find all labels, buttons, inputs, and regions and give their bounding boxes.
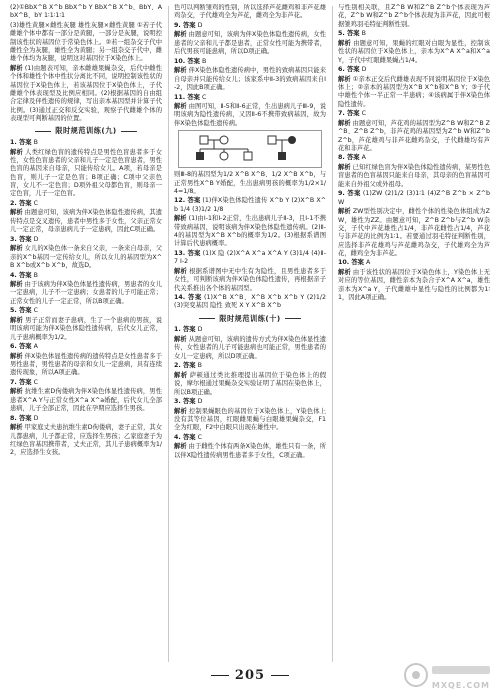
item-label: 解析	[174, 407, 187, 415]
item-label: 解析	[338, 269, 351, 277]
item-label: 7. 答案	[338, 110, 360, 118]
item-text: (2)①BbX^B X^b BbX^b Y BbX^B X^b、BbY、AbX^B、bY 1∶1∶1∶1	[10, 4, 162, 20]
item-text: C	[201, 93, 207, 101]
item-label: 解析	[10, 352, 23, 360]
text-item	[174, 4, 326, 21]
item-text: (1)伴X染色体隐性遗传 X^b Y (2)X^B X^b 1/4 (3)1/2 1/8	[174, 197, 326, 213]
item-text: (1)由题表可知，亲本雌雄果蝇杂交，后代中雌性个体和雄性个体中性状分离比不同，说明控制该性状的基因位于X染色体上，若该基因位于X染色体上，子代雌雄个体表现型及比例应相同。(2)根据基因的自由组合定律及伴性遗传的规律，写出亲本基因型并计算子代比例。(3)通过正交和反交实验，观察子代雌雄个体的表现型可判断基因的位置。	[10, 64, 162, 123]
answer-item	[174, 398, 326, 406]
answer-item	[10, 236, 162, 244]
item-label: 2. 答案	[174, 362, 196, 370]
answer-item	[174, 250, 326, 267]
explanation-item	[338, 269, 490, 302]
item-text: 控制果蝇眼色的基因位于X染色体上，Y染色体上没有其等位基因，红眼雌果蝇与白眼雄果蝇杂交，F1全为红眼，F2中白眼只出现在雄性中。	[174, 407, 326, 432]
item-label: 8. 答案	[338, 154, 360, 162]
item-text: 根据系谱图中无中生有为隐性，且男性患者多于女性，可判断该病为伴X染色体隐性遗传，再根据亲子代关系推出各个体的基因型。	[174, 267, 326, 292]
item-text: 从题意可知，该病的遗传方式为伴X染色体显性遗传，女性患者的儿子可能患病也可能正常，男性患者的女儿一定患病，所以D项正确。	[174, 335, 326, 360]
item-text: (1)ZW (2)1/2 (3)1∶1 (4)Z^B Z^b × Z^b W	[338, 190, 490, 206]
answer-item	[174, 58, 326, 66]
item-text: A	[33, 343, 38, 351]
item-text: (3)雄性黄腿×雌性灰腿 雄性灰腿×雌性黄腿 ①若子代雌雄个体中都有一部分是黄腿，一部分是灰腿，说明控制该性状的基因位于常染色体上。②若一组杂交子代中雌性全为灰腿，雄性全为黄腿；另一组杂交子代中，雌雄个体均为灰腿，说明这对基因位于X染色体上。	[10, 21, 162, 63]
item-text: 由题意可知，芦花鸡的基因型为Z^B W和Z^B Z^B、Z^B Z^b，非芦花鸡的基因型为Z^b W和Z^b Z^b，芦花雄鸡与非芦花雌鸡杂交，子代雌雄均有芦花和非芦花。	[338, 119, 490, 152]
item-text: 色可以判断雏鸡的性别，所以选择芦花雌鸡和非芦花雄鸡杂交，子代雄鸡全为芦花，雌鸡全为非芦花。	[174, 4, 326, 20]
explanation-item	[174, 215, 326, 248]
item-text: 由题意可知，该病为伴X染色体隐性遗传病，其遗传特点是交叉遗传，患者中男性多于女性，父亲正常女儿一定正常，母亲患病儿子一定患病，因此C项正确。	[10, 209, 162, 234]
item-label: 9. 答案	[174, 21, 196, 29]
item-label: 9. 答案	[338, 190, 361, 198]
explanation-item	[174, 336, 326, 361]
item-label: 解析	[174, 31, 187, 39]
answer-item	[174, 294, 326, 311]
answer-item	[338, 190, 490, 207]
item-text: 伴X染色体隐性遗传病中，男性的致病基因只能来自母亲并只能传给女儿；该家系中Ⅱ-3的致病基因来自Ⅰ-2，因此B项正确。	[174, 67, 326, 91]
item-label: 3. 答案	[174, 398, 196, 406]
answer-item	[10, 379, 162, 387]
explanation-item	[10, 353, 162, 378]
explanation-item	[10, 245, 162, 270]
explanation-item	[10, 209, 162, 234]
explanation-item	[338, 164, 490, 189]
answer-item	[174, 326, 326, 334]
explanation-item	[10, 424, 162, 457]
item-text: 与性别相关联，且Z^B W和Z^B Z^b个体表现为芦花，Z^b W和Z^b Z^b个体表现为非芦花，因此可根据雏鸡羽毛特征判断性别。	[338, 4, 490, 28]
answer-item	[10, 200, 162, 208]
item-label: 1. 答案	[174, 326, 196, 334]
explanation-item	[10, 388, 162, 413]
item-text: B	[361, 30, 366, 38]
item-text: 由图可知，Ⅱ-5和Ⅱ-6正常，生出患病儿子Ⅲ-9，说明该病为隐性遗传病，又因Ⅱ-6不携带致病基因，故为伴X染色体隐性遗传病。	[174, 103, 326, 127]
answer-item	[338, 30, 490, 38]
item-label: 4. 答案	[10, 271, 32, 279]
item-text: B	[33, 271, 38, 279]
text-item	[338, 4, 490, 29]
item-label: 6. 答案	[10, 343, 32, 351]
item-label: 解析	[10, 281, 23, 289]
explanation-item	[174, 408, 326, 433]
item-text: 抗维生素D佝偻病为伴X染色体显性遗传病，男性患者X^A Y与正常女性X^a X^a婚配，后代女儿全部患病，儿子全部正常，因此在孕期应选择生男孩。	[10, 388, 162, 413]
item-label: 解析	[338, 119, 351, 127]
item-label: 4. 答案	[174, 433, 196, 441]
item-text: D	[197, 21, 203, 29]
item-label: 2. 答案	[10, 199, 32, 207]
explanation-item	[174, 67, 326, 92]
explanation-item	[10, 149, 162, 199]
item-label: 解析	[10, 424, 23, 432]
item-text: B	[201, 57, 207, 65]
item-label: 解析	[338, 163, 351, 171]
item-label: 5. 答案	[10, 307, 32, 315]
explanation-item	[174, 31, 326, 56]
explanation-item	[338, 120, 490, 153]
item-text: D	[33, 414, 39, 422]
section-heading: 限时规范训练(九)	[10, 126, 162, 136]
item-label: 10. 答案	[338, 259, 364, 267]
item-text: 由于该病为伴X染色体显性遗传病，男患者的女儿一定患病，儿子不一定患病；女患者的儿子可能正常；正常女性的儿子一定正常，所以B项正确。	[10, 281, 162, 305]
item-text: 由题意可知，该病为伴X染色体隐性遗传病，女性患者的父亲和儿子都是患者，正常女性可能为携带者，后代男孩可能患病，所以D项正确。	[174, 31, 326, 56]
pedigree-chart-icon	[190, 133, 310, 165]
item-label: 解析	[174, 371, 188, 379]
item-text: 由于该性状的基因位于X染色体上，Y染色体上无对应的等位基因，雌性亲本为杂合子X^A X^a，雄性亲本为X^a Y，子代雌雄中显性与隐性的比例都为1∶1，因此A项正确。	[338, 269, 490, 302]
answer-item	[10, 139, 162, 147]
item-label: 1. 答案	[10, 138, 32, 146]
item-text: (1)X^B X^B、X^B X^b X^b Y (2)1/2 (3)突变基因 隐性 致死 X Y X^B X^b	[174, 294, 326, 310]
item-label: 解析	[10, 148, 24, 156]
item-text: 萨顿通过类比推理提出基因位于染色体上的假说，摩尔根通过果蝇杂交实验证明了基因在染色体上，所以B项正确。	[174, 371, 326, 396]
item-text: C	[197, 433, 202, 441]
item-text: C	[33, 199, 38, 207]
item-text: A	[361, 154, 366, 162]
explanation-item	[338, 76, 490, 109]
item-label: 解析	[174, 443, 187, 451]
item-label: 解析	[10, 209, 23, 217]
item-text: ZW型性别决定中，雌性个体的性染色体组成为ZW，雄性为ZZ。由题意可知，Z^B Z^b与Z^b W杂交，子代中芦花雄性占1/4，非芦花雌性占1/4，芦花与非芦花的比例为1∶1。若要通过羽毛特征判断性别，应选择非芦花雄鸡与芦花雌鸡杂交，子代雄鸡全为芦花，雌鸡全为非芦花。	[338, 208, 490, 257]
item-text: A	[365, 259, 371, 267]
answer-item	[174, 362, 326, 370]
item-label: 12. 答案	[174, 197, 201, 205]
item-label: 解析	[338, 208, 351, 216]
item-text: C	[33, 307, 38, 315]
text-item	[174, 171, 326, 196]
item-text: D	[361, 66, 367, 74]
item-label: 14. 答案	[174, 294, 203, 302]
item-label: 解析	[174, 267, 188, 275]
answer-item	[174, 434, 326, 442]
item-text: D	[197, 326, 203, 334]
item-label: 8. 答案	[10, 414, 32, 422]
column-1	[10, 4, 162, 664]
explanation-item	[174, 443, 326, 460]
item-label: 解析	[174, 335, 187, 343]
item-text: 女儿的X染色体一条来自父亲，一条来自母亲，父亲的X^b基因一定传给女儿，所以女儿的基因型为X^B X^b或X^b X^b，故选D。	[10, 245, 162, 269]
item-label: 解析	[10, 245, 23, 253]
answer-item	[10, 343, 162, 351]
item-label: 解析	[174, 67, 187, 75]
answer-item	[10, 307, 162, 315]
item-text: 人类红绿色盲的遗传特点是男性色盲患者多于女性，女性色盲患者的父亲和儿子一定是色盲患者，男性色盲的基因来自母亲，只能传给女儿。A项，若母亲是色盲，则儿子一定是色盲；B项正确；C项中父亲色盲，女儿不一定色盲；D项外祖父母都色盲，则母亲一定色盲，儿子一定色盲。	[10, 148, 162, 198]
item-label: 解析	[10, 316, 24, 324]
answer-item	[338, 66, 490, 74]
explanation-item	[174, 103, 326, 128]
text-item	[10, 22, 162, 64]
explanation-item	[174, 372, 326, 397]
item-label: 6. 答案	[338, 66, 360, 74]
item-text: 伴X染色体显性遗传病的遗传特点是女性患者多于男性患者，男性患者的母亲和女儿一定患病，具有连续遗传现象，所以A项正确。	[10, 352, 162, 377]
section-heading: 限时规范训练(十)	[174, 314, 326, 324]
item-label: 7. 答案	[10, 378, 32, 386]
page-number: 205	[0, 667, 500, 684]
item-text: 男子正常而妻子患病，生了一个患病的男孩，说明该病可能为伴X染色体隐性遗传病，后代女儿正常，儿子患病概率为1/2。	[10, 316, 162, 341]
item-label: 10. 答案	[174, 57, 200, 65]
item-text: ①亲本正交后代雌雄表现不同说明基因位于X染色体上；②亲本的基因型为X^B X^b和X^B Y；③子代中雄性个体一半正常一半患病；④该病属于伴X染色体隐性遗传。	[338, 75, 490, 108]
item-label: 解析	[174, 103, 187, 111]
explanation-item	[10, 317, 162, 342]
column-divider	[332, 6, 333, 662]
item-label: 3. 答案	[10, 235, 32, 243]
answer-item	[338, 259, 490, 267]
answer-item	[174, 94, 326, 102]
pedigree-diagram	[178, 130, 322, 168]
item-text: B	[33, 138, 38, 146]
explanation-item	[10, 65, 162, 124]
item-label: 解析	[10, 388, 23, 396]
item-label: 解析	[338, 39, 352, 47]
explanation-item	[338, 208, 490, 258]
item-text: (1)X 隐 (2)X^A X^a X^A Y (3)1/4 (4)Ⅱ-7 Ⅰ-2	[174, 249, 326, 266]
answer-item	[10, 272, 162, 280]
watermark-logo	[402, 660, 494, 694]
answer-item	[174, 197, 326, 214]
answer-page	[10, 4, 490, 664]
column-2	[174, 4, 326, 664]
explanation-item	[10, 281, 162, 306]
answer-item	[174, 22, 326, 30]
item-label: 11. 答案	[174, 93, 200, 101]
answer-item	[10, 415, 162, 423]
item-text: D	[197, 398, 203, 406]
column-divider	[168, 6, 169, 662]
item-label: 13. 答案	[174, 249, 201, 257]
answer-item	[338, 154, 490, 162]
item-text: C	[33, 378, 38, 386]
item-text: 则Ⅲ-8的基因型为1/2 X^B X^B、1/2 X^B X^b，与正常男性X^B Y婚配，生出患病男孩的概率为1/2×1/4=1/8。	[174, 171, 326, 195]
item-text: B	[197, 362, 202, 370]
answer-item	[338, 110, 490, 118]
explanation-item	[338, 40, 490, 65]
watermark-text: MXQE.COM	[431, 681, 490, 691]
item-text: D	[33, 235, 39, 243]
item-label: 解析	[10, 64, 23, 72]
item-label: 5. 答案	[338, 30, 360, 38]
item-text: 由于雌性个体有两条X染色体，雄性只有一条，所以伴X隐性遗传病男性患者多于女性，C项正确。	[174, 443, 326, 459]
item-text: C	[361, 110, 366, 118]
text-item	[10, 4, 162, 21]
item-label: 解析	[174, 215, 187, 223]
item-text: (1)由Ⅰ-1和Ⅰ-2正常，生出患病儿子Ⅱ-3，且Ⅰ-1不携带致病基因，说明该病为伴X染色体隐性遗传病。(2)Ⅱ-4的基因型为X^B X^b的概率为1/2。(3)根据系谱图计算后代患病概率。	[174, 215, 326, 248]
item-text: 由题意可知，果蝇的红眼对白眼为显性，控制该性状的基因位于X染色体上，亲本为X^A X^a和X^a Y，子代中红眼雌果蝇占1/4。	[338, 39, 490, 64]
item-label: 解析	[338, 75, 351, 83]
item-text: 已知红绿色盲为伴X染色体隐性遗传病，某男性色盲患者的色盲基因只能来自母亲，其母亲的色盲基因可能来自外祖父或外祖母。	[338, 163, 490, 188]
explanation-item	[174, 268, 326, 293]
column-3	[338, 4, 490, 664]
item-text: 甲家庭丈夫患抗维生素D佝偻病，妻子正常，其女儿都患病，儿子都正常，应选择生男孩；乙家庭妻子为红绿色盲基因携带者，丈夫正常，其儿子患病概率为1/2，应选择生女孩。	[10, 424, 162, 457]
